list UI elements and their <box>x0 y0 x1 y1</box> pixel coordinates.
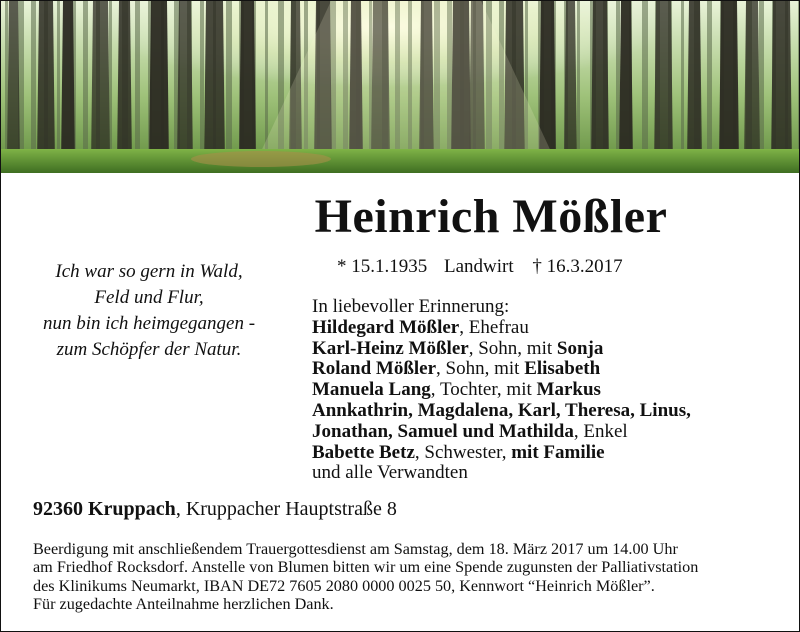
mourner-relation: , Ehefrau <box>459 316 529 338</box>
mourner-name: Manuela Lang <box>312 379 431 401</box>
funeral-line: am Friedhof Rocksdorf. Anstelle von Blumen bitten wir um eine Spende zugunsten der Palliativstation <box>33 558 699 577</box>
occupation: Landwirt <box>444 256 514 277</box>
mourner-lines <box>312 318 782 464</box>
mourner-relation: , Tochter, mit <box>430 379 537 401</box>
address <box>33 498 397 521</box>
address-city: 92360 Kruppach <box>33 498 176 520</box>
mourner-line <box>312 443 782 464</box>
death-date: † 16.3.2017 <box>532 256 623 277</box>
mourner-line <box>312 422 782 443</box>
poem <box>19 259 279 363</box>
mourner-name: Babette Betz <box>312 441 415 463</box>
mourners-closing: und alle Verwandten <box>312 462 468 484</box>
address-street: , Kruppacher Hauptstraße 8 <box>175 498 397 520</box>
mourner-name: Hildegard Mößler <box>312 316 460 338</box>
mourner-relation: , Schwester, <box>414 441 512 463</box>
forest-image <box>1 1 799 173</box>
life-dates <box>337 256 623 278</box>
mourner-line <box>312 339 782 360</box>
funeral-line: Beerdigung mit anschließendem Trauergottesdienst am Samstag, dem 18. März 2017 um 14.00 Uhr <box>33 540 678 558</box>
funeral-line: Für zugedachte Anteilnahme herzlichen Dank. <box>33 595 334 614</box>
mourner-line <box>312 401 782 422</box>
mourner-relation: , Sohn, mit <box>468 337 557 359</box>
mourners-intro: In liebevoller Erinnerung: <box>312 296 510 317</box>
mourner-name: Annkathrin, Magdalena, Karl, Theresa, Linus, <box>312 399 691 421</box>
mourner-name: mit Familie <box>511 441 605 463</box>
mourner-name: Karl-Heinz Mößler <box>312 337 469 359</box>
mourner-line <box>312 359 782 380</box>
mourner-name: Markus <box>536 379 601 401</box>
mourner-relation: , Enkel <box>573 420 628 442</box>
mourners-list <box>312 297 782 484</box>
poem-line: zum Schöpfer der Natur. <box>56 339 242 360</box>
birth-date: * 15.1.1935 <box>337 256 428 277</box>
poem-line: nun bin ich heimgegangen - <box>42 313 256 334</box>
deceased-name: Heinrich Mößler <box>314 190 668 243</box>
funeral-line: des Klinikums Neumarkt, IBAN DE72 7605 2080 0000 0025 50, Kennwort “Heinrich Mößler”. <box>33 576 655 595</box>
mourner-line <box>312 318 782 339</box>
funeral-details <box>33 540 793 614</box>
mourner-line <box>312 380 782 401</box>
poem-line: Feld und Flur, <box>94 287 204 308</box>
poem-line: Ich war so gern in Wald, <box>55 261 243 282</box>
mourner-name: Roland Mößler <box>312 358 437 380</box>
mourner-name: Sonja <box>556 337 604 359</box>
mourner-relation: , Sohn, mit <box>436 358 525 380</box>
mourner-name: Elisabeth <box>524 358 601 380</box>
mourner-name: Jonathan, Samuel und Mathilda <box>312 420 574 442</box>
